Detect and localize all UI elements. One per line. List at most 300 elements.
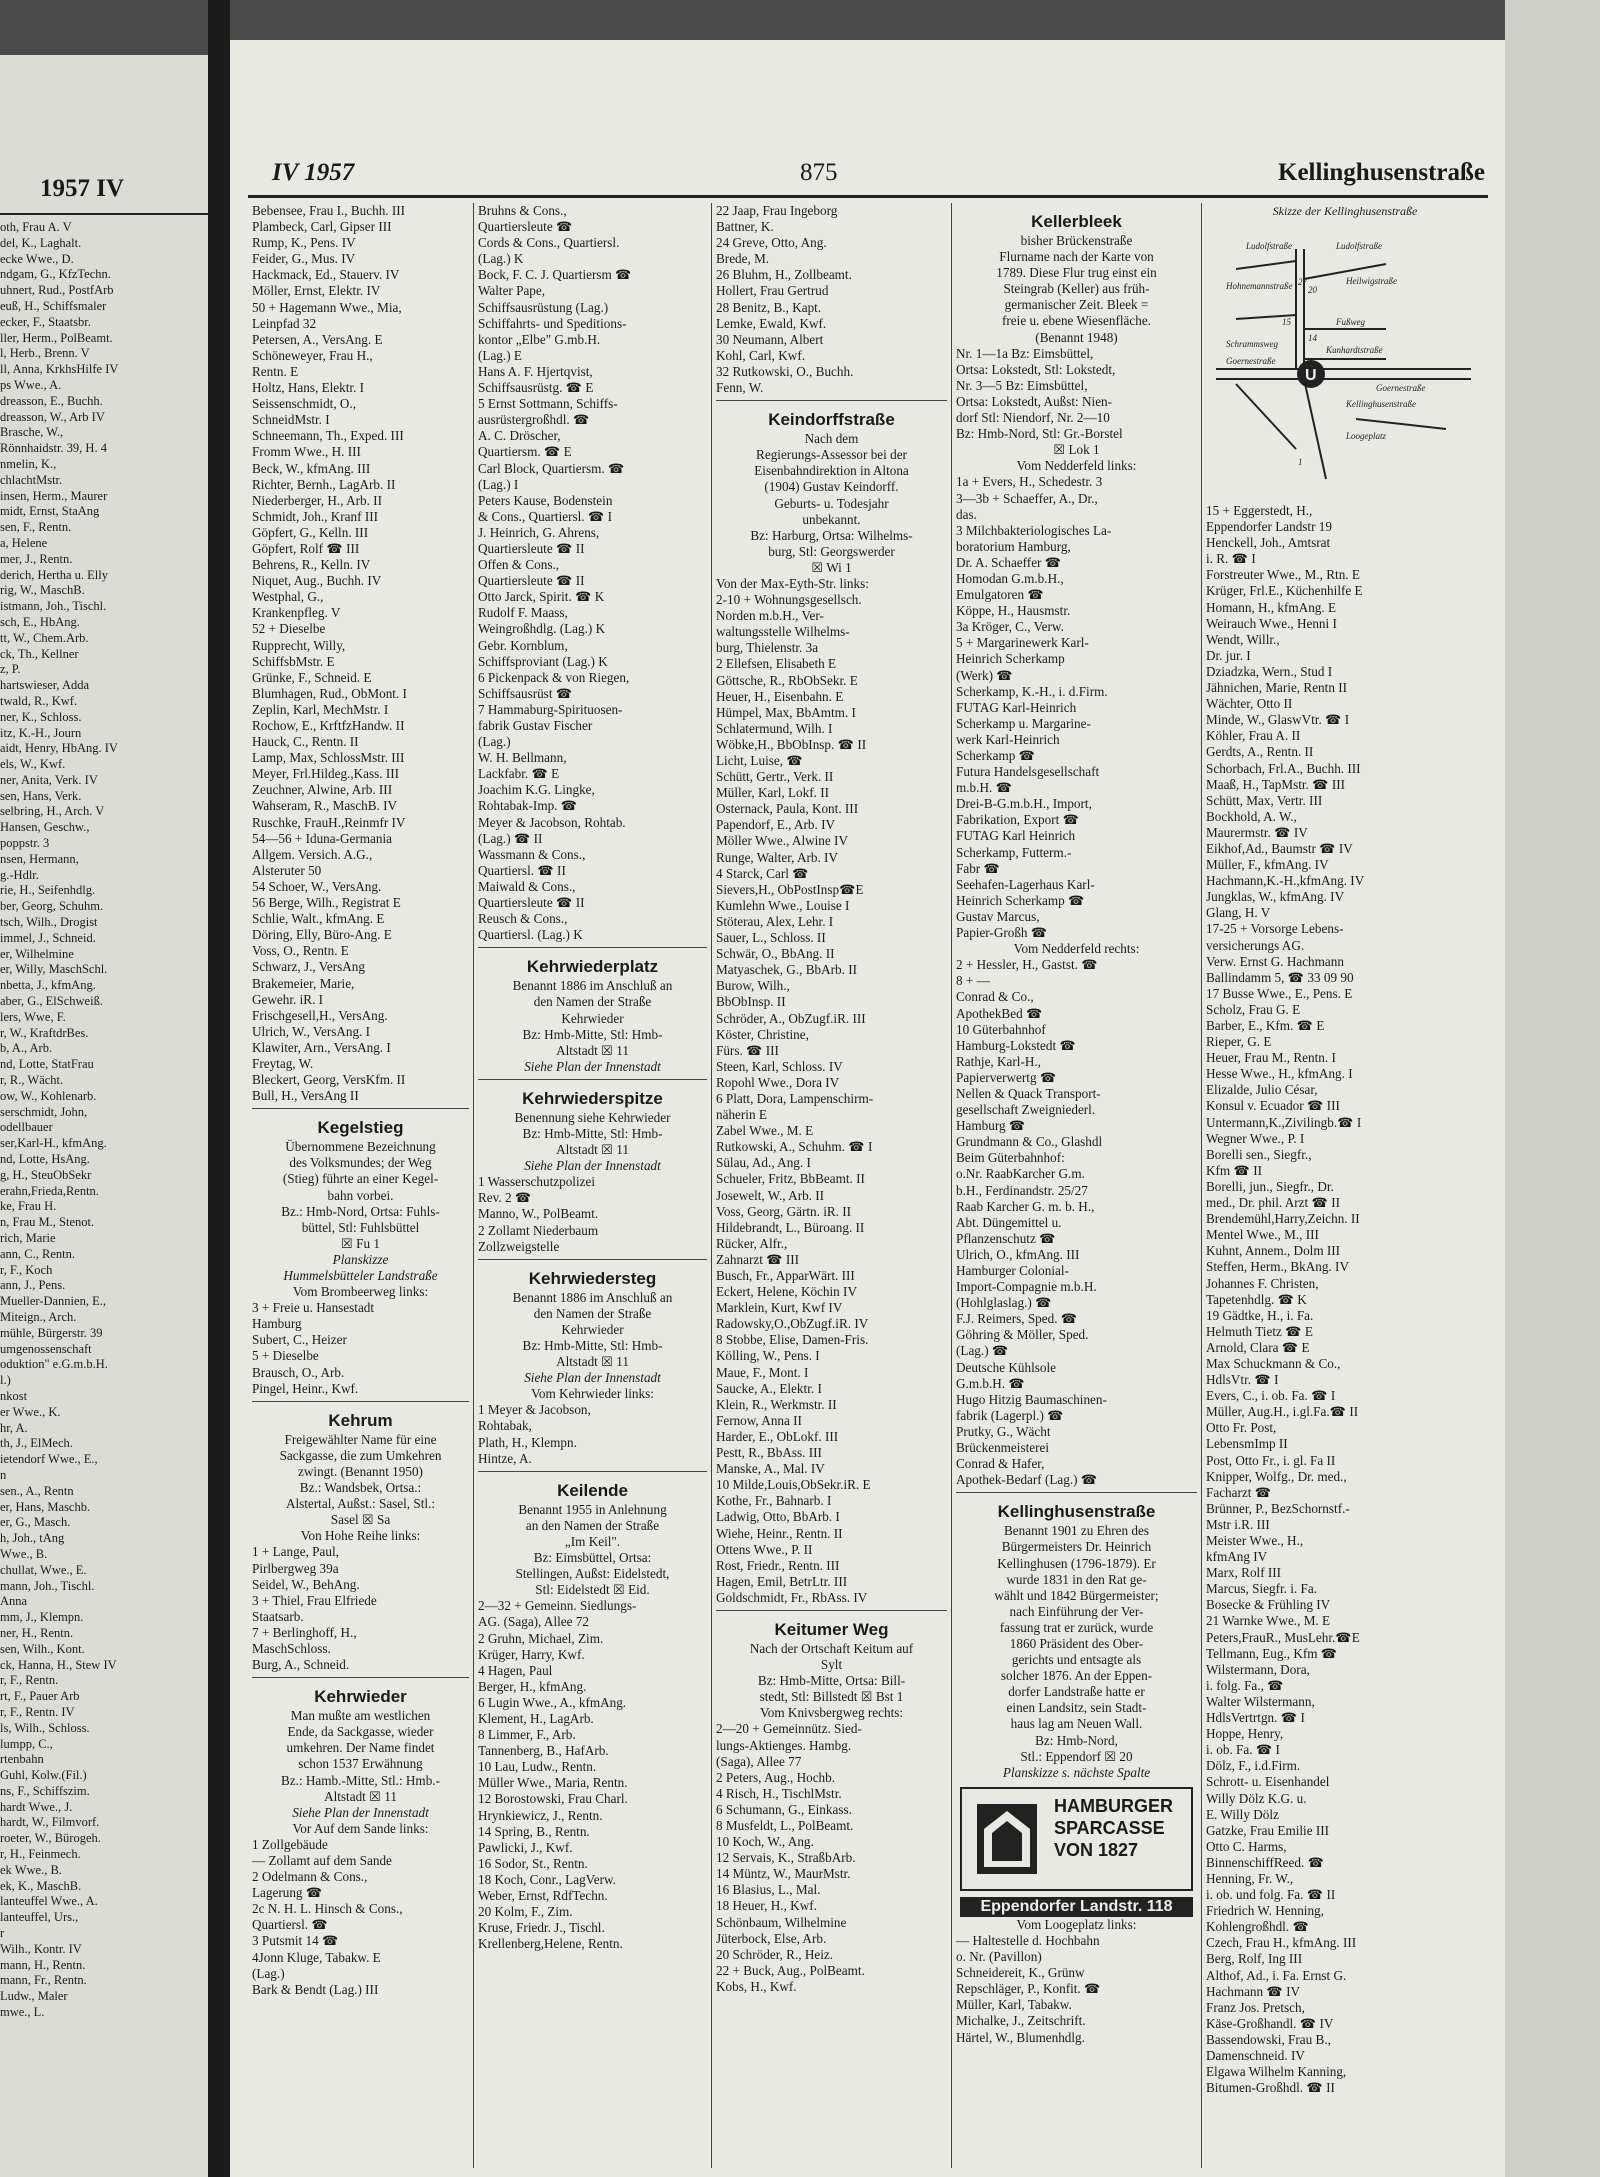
- directory-entry: Johannes F. Christen,: [1206, 1275, 1319, 1291]
- directory-entry: Grundmann & Co., Glashdl: [956, 1134, 1103, 1150]
- directory-entry: 20 Kolm, F., Zim.: [478, 1904, 573, 1920]
- directory-entry: Gebr. Kornblum,: [478, 637, 568, 653]
- sketch-caption: Skizze der Kellinghusenstraße: [1272, 204, 1418, 218]
- street-description: Bz.: Hmb-Nord, Ortsa: Fuhls-: [281, 1203, 440, 1219]
- previous-page-line: Wwe., B.: [0, 1546, 48, 1561]
- directory-entry: Schmidt, Joh., Kranf III: [252, 508, 378, 524]
- directory-entry: Pirlbergweg 39a: [252, 1560, 339, 1576]
- directory-entry: Bark & Bendt (Lag.) III: [252, 1981, 379, 1997]
- directory-entry: Wächter, Otto II: [1206, 696, 1293, 712]
- previous-page-line: lumpp, C.,: [0, 1736, 53, 1751]
- directory-entry: 10 Milde,Louis,ObSekr.iR. E: [716, 1477, 871, 1493]
- directory-entry: Seidel, W., BehAng.: [252, 1576, 360, 1592]
- street-sketch: [1206, 203, 1484, 503]
- directory-entry: Schorbach, Frl.A., Buchh. III: [1206, 760, 1361, 776]
- previous-page-line: er, Willy, MaschSchl.: [0, 962, 108, 977]
- previous-page-line: oth, Frau A. V: [0, 220, 72, 234]
- directory-entry: MaschSchloss.: [252, 1640, 331, 1656]
- previous-page-line: a, Helene: [0, 535, 48, 550]
- directory-entry: Schneidereit, K., Grünw: [956, 1965, 1085, 1981]
- directory-entry: 50 + Hagemann Wwe., Mia,: [252, 299, 402, 315]
- street-description: Benannt 1886 im Anschluß an: [512, 1289, 673, 1305]
- directory-entry: — Zollamt auf dem Sande: [252, 1853, 392, 1868]
- directory-entry: Carl Block, Quartiersm. ☎: [478, 460, 625, 476]
- directory-entry: Bull, H., VersAng II: [252, 1088, 359, 1104]
- directory-entry: 19 Gädtke, H., i. Fa.: [1206, 1307, 1314, 1323]
- directory-entry: Jähnichen, Marie, Rentn II: [1206, 680, 1347, 696]
- directory-entry: Köster, Christine,: [716, 1026, 809, 1042]
- directory-entry: 3a Kröger, C., Verw.: [956, 619, 1064, 635]
- directory-entry: Kuhnt, Annem., Dolm III: [1206, 1243, 1341, 1259]
- page-edge: [1505, 0, 1600, 2177]
- street-description: solcher 1876. An der Eppen-: [1000, 1668, 1153, 1684]
- directory-entry: kontor „Elbe" G.mb.H.: [478, 331, 601, 347]
- street-description: Man mußte am westlichen: [290, 1708, 431, 1724]
- directory-entry: Schiffahrts- und Speditions-: [478, 315, 627, 331]
- previous-page-line: ecker, F., Staatsbr.: [0, 314, 91, 329]
- directory-entry: Arnold, Clara ☎ E: [1206, 1339, 1310, 1355]
- directory-entry: versicherungs AG.: [1206, 937, 1305, 953]
- directory-entry: fabrik Gustav Fischer: [478, 718, 593, 733]
- directory-entry: Krüger, Frl.E., Küchenhilfe E: [1206, 583, 1363, 599]
- directory-entry: 8 Limmer, F., Arb.: [478, 1727, 576, 1743]
- directory-entry: Maaß, H., TapMstr. ☎ III: [1206, 776, 1346, 792]
- directory-entry: Papierverwertg ☎: [956, 1069, 1057, 1085]
- directory-entry: Heuer, Frau M., Rentn. I: [1206, 1050, 1336, 1066]
- street-heading: Kellinghusenstraße: [997, 1502, 1156, 1522]
- directory-entry: 2 Peters, Aug., Hochb.: [716, 1769, 836, 1785]
- directory-entry: Radowsky,O.,ObZugf.iR. IV: [716, 1316, 869, 1332]
- previous-page-line: z, P.: [0, 662, 21, 677]
- directory-entry: Czech, Frau H., kfmAng. III: [1206, 1935, 1357, 1951]
- previous-page-line: lers, Wwe, F.: [0, 1009, 66, 1024]
- street-description: Vom Knivsbergweg rechts:: [759, 1705, 904, 1721]
- street-description: Benennung siehe Kehrwieder: [514, 1109, 671, 1125]
- previous-page-line: r, H., Feinmech.: [0, 1847, 81, 1862]
- sketch-label: Kunhardtstraße: [1326, 345, 1383, 356]
- directory-entry: Freytag, W.: [252, 1055, 314, 1071]
- previous-page-line: ls, Wilh., Schloss.: [0, 1720, 90, 1735]
- directory-entry: Josewelt, W., Arb. II: [716, 1187, 825, 1203]
- directory-entry: Scholz, Frau G. E: [1206, 1001, 1301, 1017]
- sparcasse-logo-icon: [972, 1799, 1042, 1879]
- directory-entry: 8 Musfeldt, L., PolBeamt.: [716, 1818, 854, 1833]
- previous-page-line: nd, Lotte, HsAng.: [0, 1152, 90, 1167]
- directory-entry: Scherkamp u. Margarine-: [956, 715, 1091, 731]
- previous-page-line: tt, W., Chem.Arb.: [0, 630, 89, 645]
- directory-entry: Tannenberg, B., HafArb.: [478, 1743, 609, 1759]
- street-description: den Namen der Straße: [533, 994, 652, 1010]
- street-description: des Volksmundes; der Weg: [289, 1155, 432, 1171]
- previous-page-line: ps Wwe., A.: [0, 377, 62, 392]
- directory-entry: FUTAG Karl-Heinrich: [956, 699, 1077, 715]
- street-description: Vom Loogeplatz links:: [1016, 1916, 1137, 1932]
- directory-entry: 1a + Evers, H., Schedestr. 3: [956, 474, 1103, 490]
- street-heading: Kehrwiedersteg: [528, 1268, 657, 1288]
- previous-page-line: ner, K., Schloss.: [0, 709, 82, 724]
- directory-entry: Quartiersleute ☎: [478, 219, 573, 235]
- section-divider: [716, 400, 947, 401]
- street-description: Altstadt ☒ 11: [324, 1788, 397, 1804]
- directory-entry: Müller, Aug.H., i.gl.Fa.☎ II: [1206, 1404, 1359, 1420]
- section-divider: [956, 1492, 1197, 1493]
- street-description: Alstertal, Außst.: Sasel, Stl.:: [285, 1496, 436, 1512]
- directory-entry: Glang, H. V: [1206, 905, 1271, 921]
- directory-entry: Dölz, F., i.d.Firm.: [1206, 1758, 1301, 1774]
- street-description: „Im Keil".: [564, 1533, 621, 1549]
- directory-entry: Hümpel, Max, BbAmtm. I: [716, 704, 856, 720]
- section-divider: [716, 1610, 947, 1611]
- street-description: Flurname nach der Karte von: [999, 249, 1154, 265]
- directory-entry: HdlsVtr. ☎ I: [1206, 1372, 1279, 1388]
- directory-entry: Futura Handelsgesellschaft: [956, 764, 1100, 780]
- directory-entry: Burow, Wilh.,: [716, 978, 790, 994]
- directory-entry: Weingroßhdlg. (Lag.) K: [478, 621, 606, 637]
- previous-page-line: chullat, Wwe., E.: [0, 1562, 87, 1577]
- street-description: Bz: Harburg, Ortsa: Wilhelms-: [750, 527, 913, 543]
- street-description: schon 1537 Erwähnung: [298, 1756, 423, 1772]
- directory-entry: Gatzke, Frau Emilie III: [1206, 1822, 1330, 1838]
- previous-page-line: odellbauer: [0, 1120, 53, 1135]
- street-heading: Keilende: [557, 1480, 628, 1500]
- directory-entry: Brückenmeisterei: [956, 1440, 1050, 1456]
- directory-entry: Scherkamp, K.-H., i. d.Firm.: [956, 683, 1108, 699]
- previous-page-line: b, A., Arb.: [0, 1041, 53, 1056]
- section-divider: [478, 1259, 707, 1260]
- previous-page-line: sch, E., HbAng.: [0, 614, 80, 629]
- previous-page-line: Miteign., Arch.: [0, 1309, 77, 1324]
- street-description: Nach der Ortschaft Keitum auf: [749, 1640, 914, 1656]
- directory-entry: Ladwig, Otto, BbArb. I: [716, 1509, 840, 1525]
- previous-page-line: ner, H., Rentn.: [0, 1625, 74, 1640]
- directory-entry: Quartiersl. ☎ II: [478, 862, 566, 878]
- directory-entry: Hans A. F. Hjertqvist,: [478, 363, 593, 379]
- section-divider: [252, 1401, 469, 1402]
- previous-page-line: er Wwe., K.: [0, 1404, 61, 1419]
- directory-entry: Fernow, Anna II: [716, 1412, 802, 1428]
- directory-entry: AG. (Saga), Allee 72: [478, 1614, 589, 1630]
- directory-entry: Schueler, Fritz, BbBeamt. II: [716, 1171, 865, 1187]
- directory-entry: 2—32 + Gemeinn. Siedlungs-: [478, 1598, 637, 1614]
- directory-entry: Dziadzka, Wern., Stud I: [1206, 663, 1333, 679]
- directory-entry: Feider, G., Mus. IV: [252, 251, 356, 267]
- directory-entry: Bebensee, Frau I., Buchh. III: [252, 203, 406, 218]
- directory-entry: 5 + Margarinewerk Karl-: [956, 635, 1089, 651]
- street-description: zwingt. (Benannt 1950): [298, 1463, 423, 1479]
- previous-page-line: r, F., Rentn. IV: [0, 1704, 75, 1719]
- directory-entry: (Werk) ☎: [956, 667, 1013, 683]
- previous-page-line: r, F., Rentn.: [0, 1673, 59, 1688]
- street-heading: Kehrwieder: [314, 1687, 407, 1707]
- street-description: Geburts- u. Todesjahr: [774, 495, 889, 511]
- directory-entry: Meyer & Jacobson, Rohtab.: [478, 814, 626, 830]
- directory-entry: 22 + Buck, Aug., PolBeamt.: [716, 1962, 865, 1978]
- street-description: Bz: Hmb-Mitte, Stl: Hmb-: [522, 1125, 663, 1141]
- previous-page-line: n: [0, 1467, 7, 1482]
- directory-entry: Hackmack, Ed., Stauerv. IV: [252, 267, 400, 283]
- street-description: Bz: Hmb-Mitte, Stl: Hmb-: [522, 1026, 663, 1042]
- street-description: Eisenbahndirektion in Altona: [754, 463, 909, 479]
- section-divider: [252, 1677, 469, 1678]
- directory-entry: 17-25 + Vorsorge Lebens-: [1206, 921, 1344, 937]
- directory-entry: Kumlehn Wwe., Louise I: [716, 897, 850, 913]
- directory-entry: Krankenpfleg. V: [252, 605, 341, 621]
- directory-entry: Kruse, Friedr. J., Tischl.: [478, 1920, 605, 1936]
- directory-entry: Köhler, Frau A. II: [1206, 728, 1301, 744]
- directory-entry: Lackfabr. ☎ E: [478, 766, 560, 782]
- directory-entry: Schiffsproviant (Lag.) K: [478, 653, 608, 669]
- sketch-label: Schrammsweg: [1226, 339, 1278, 350]
- directory-entry: Ballindamm 5, ☎ 33 09 90: [1206, 969, 1354, 985]
- previous-page-line: er, G., Masch.: [0, 1515, 71, 1530]
- previous-page-line: del, K., Laghalt.: [0, 235, 82, 250]
- street-heading: Keindorffstraße: [768, 410, 895, 430]
- directory-entry: Rev. 2 ☎: [478, 1190, 532, 1206]
- previous-page-line: ann, C., Rentn.: [0, 1246, 75, 1261]
- directory-entry: Prutky, G., Wächt: [956, 1423, 1051, 1439]
- directory-entry: Willy Dölz K.G. u.: [1206, 1790, 1307, 1806]
- directory-entry: 10 Lau, Ludw., Rentn.: [478, 1759, 597, 1775]
- previous-page-line: r, F., Koch: [0, 1262, 53, 1277]
- directory-entry: 8 + —: [956, 973, 990, 989]
- directory-entry: Walter Wilstermann,: [1206, 1693, 1315, 1709]
- directory-entry: Göpfert, G., Kelln. III: [252, 524, 369, 540]
- directory-entry: 4Jonn Kluge, Tabakw. E: [252, 1949, 381, 1965]
- directory-entry: Schütt, Gertr., Verk. II: [716, 769, 834, 785]
- directory-entry: A. C. Dröscher,: [478, 428, 561, 444]
- directory-entry: Fürs. ☎ III: [716, 1042, 779, 1058]
- directory-entry: Otto Fr. Post,: [1206, 1420, 1277, 1436]
- directory-entry: Pestt, R., BbAss. III: [716, 1445, 822, 1461]
- directory-entry: Stöterau, Alex, Lehr. I: [716, 913, 834, 929]
- directory-entry: näherin E: [716, 1107, 767, 1123]
- directory-entry: Kobs, H., Kwf.: [716, 1978, 797, 1994]
- sketch-label: Hohnemannstraße: [1226, 281, 1293, 292]
- street-description: Kehrwieder: [561, 1321, 624, 1337]
- street-description: einen Landsitz, sein Stadt-: [1006, 1700, 1147, 1716]
- svg-text:U: U: [1305, 367, 1317, 385]
- previous-page-line: g.-Hdlr.: [0, 867, 39, 882]
- previous-page-line: rie, H., Seifenhdlg.: [0, 883, 96, 898]
- street-description: Bz.: Wandsbek, Ortsa.:: [299, 1480, 422, 1496]
- previous-page-line: l.): [0, 1373, 11, 1388]
- directory-entry: Göhring & Möller, Sped.: [956, 1327, 1089, 1343]
- directory-entry: 28 Benitz, B., Kapt.: [716, 299, 822, 315]
- directory-entry: Battner, K.: [716, 219, 774, 235]
- sketch-label: Ludolfstraße: [1246, 241, 1293, 252]
- directory-entry: Walter Pape,: [478, 283, 546, 299]
- directory-entry: Petersen, A., VersAng. E: [252, 331, 383, 347]
- street-description: Vom Brombeerweg links:: [292, 1284, 429, 1300]
- street-description: nach Einführung der Ver-: [1009, 1603, 1144, 1619]
- directory-entry: Wahseram, R., MaschB. IV: [252, 798, 398, 814]
- street-heading: Kehrwiederspitze: [522, 1088, 663, 1108]
- directory-entry: 8 Stobbe, Elise, Damen-Fris.: [716, 1332, 869, 1348]
- previous-page-line: Wilh., Kontr. IV: [0, 1941, 82, 1956]
- street-description: Übernommene Bezeichnung: [285, 1139, 436, 1155]
- directory-entry: Minde, W., GlaswVtr. ☎ I: [1206, 712, 1350, 728]
- directory-entry: Peters,FrauR., MusLehr.☎E: [1206, 1629, 1360, 1645]
- directory-entry: 1 Meyer & Jacobson,: [478, 1402, 591, 1418]
- column-1: [248, 203, 473, 2168]
- directory-entry: Peters Kause, Bodenstein: [478, 492, 613, 508]
- previous-page-line: ner, Anita, Verk. IV: [0, 772, 98, 787]
- ad-address: Eppendorfer Landstr. 118: [960, 1897, 1193, 1917]
- street-description: unbekannt.: [802, 511, 861, 527]
- previous-page-line: g, H., SteuObSekr: [0, 1167, 92, 1182]
- directory-entry: Conrad & Hafer,: [956, 1456, 1045, 1472]
- directory-entry: Hamburger Colonial-: [956, 1263, 1069, 1278]
- previous-page-header: 1957 IV: [40, 175, 125, 202]
- directory-entry: Heinrich Scherkamp ☎: [956, 892, 1085, 908]
- directory-entry: Abt. Düngemittel u.: [956, 1214, 1062, 1230]
- directory-entry: Barber, E., Kfm. ☎ E: [1206, 1018, 1325, 1033]
- directory-entry: 2c N. H. L. Hinsch & Cons.,: [252, 1901, 403, 1917]
- previous-page-line: ll, Anna, KrkhsHilfe IV: [0, 362, 119, 377]
- previous-page-line: mer, J., Rentn.: [0, 551, 73, 566]
- directory-entry: 1 Wasserschutzpolizei: [478, 1174, 595, 1190]
- directory-entry: 26 Bluhm, H., Zollbeamt.: [716, 267, 852, 283]
- directory-entry: 10 Güterbahnhof: [956, 1021, 1046, 1037]
- previous-page-line: umgenossenschaft: [0, 1341, 92, 1356]
- directory-entry: 52 + Dieselbe: [252, 621, 326, 637]
- directory-entry: Knipper, Wolfg., Dr. med.,: [1206, 1468, 1347, 1484]
- directory-entry: (Lag.): [252, 1965, 285, 1981]
- directory-entry: 1 + Lange, Paul,: [252, 1544, 339, 1560]
- directory-entry: Schönbaum, Wilhelmine: [716, 1914, 847, 1930]
- plan-note: Planskizze: [332, 1251, 389, 1267]
- previous-page-line: aber, G., ElSchweiß.: [0, 994, 103, 1009]
- previous-page-line: Guhl, Kolw.(Fil.): [0, 1768, 87, 1783]
- directory-entry: Klement, H., LagArb.: [478, 1710, 594, 1726]
- previous-page-text: [0, 220, 208, 2021]
- street-description: haus lag am Neuen Wall.: [1010, 1716, 1143, 1732]
- previous-page-line: rtenbahn: [0, 1752, 44, 1767]
- directory-entry: Mentel Wwe., M., III: [1206, 1227, 1319, 1243]
- directory-entry: Eckert, Helene, Köchin IV: [716, 1284, 857, 1300]
- previous-page-line: ann, J., Pens.: [0, 1278, 66, 1293]
- directory-entry: i. folg. Fa., ☎: [1206, 1677, 1284, 1693]
- directory-entry: Quartiersl. ☎: [252, 1917, 328, 1933]
- directory-entry: Dr. A. Schaeffer ☎: [956, 554, 1062, 570]
- directory-entry: Bock, F. C. J. Quartiersm ☎: [478, 267, 632, 283]
- previous-page-fragment: [0, 55, 208, 2177]
- directory-entry: Michalke, J., Zeitschrift.: [956, 2013, 1086, 2029]
- page-number: 875: [800, 159, 838, 186]
- street-heading: Kehrum: [328, 1410, 393, 1430]
- sketch-label: Fußweg: [1336, 317, 1365, 328]
- previous-page-line: sen, F., Rentn.: [0, 520, 72, 535]
- directory-entry: Schiffsausrüst ☎: [478, 685, 573, 701]
- directory-entry: Wassmann & Cons.,: [478, 846, 586, 862]
- directory-entry: Scherkamp, Futterm.-: [956, 844, 1072, 860]
- directory-entry: Ottens Wwe., P. II: [716, 1541, 813, 1557]
- directory-entry: Holtz, Hans, Elektr. I: [252, 380, 365, 396]
- directory-entry: Eikhof,Ad., Baumstr ☎ IV: [1206, 840, 1353, 856]
- directory-entry: Henckell, Joh., Amtsrat: [1206, 535, 1331, 551]
- street-description: umkehren. Der Name findet: [286, 1740, 435, 1756]
- directory-entry: Sülau, Ad., Ang. I: [716, 1155, 811, 1171]
- ad-line-1: HAMBURGER: [1054, 1795, 1173, 1816]
- directory-entry: Quartiersleute ☎ II: [478, 540, 585, 556]
- previous-page-line: ietendorf Wwe., E.,: [0, 1452, 98, 1467]
- directory-entry: Brausch, O., Arb.: [252, 1364, 345, 1380]
- directory-entry: Tellmann, Eug., Kfm ☎: [1206, 1645, 1338, 1661]
- directory-entry: Ropohl Wwe., Dora IV: [716, 1074, 840, 1090]
- street-description: Bz: Hmb-Mitte, Stl: Hmb-: [522, 1338, 663, 1353]
- street-description: germanischer Zeit. Bleek =: [1004, 297, 1149, 313]
- directory-entry: o.Nr. RaabKarcher G.m.: [956, 1166, 1085, 1182]
- directory-entry: Rathje, Karl-H.,: [956, 1053, 1041, 1069]
- directory-entry: Möller, Ernst, Elektr. IV: [252, 283, 381, 299]
- previous-page-line: r, R., Wächt.: [0, 1073, 64, 1088]
- street-heading: Keitumer Weg: [774, 1619, 889, 1639]
- directory-entry: Lagerung ☎: [252, 1885, 323, 1901]
- street-description: bisher Brückenstraße: [1020, 233, 1133, 248]
- directory-entry: Meyer, Frl.Hildeg.,Kass. III: [252, 766, 400, 782]
- directory-entry: 2 Ellefsen, Elisabeth E: [716, 656, 837, 672]
- directory-entry: Schiffsausrüstg. ☎ E: [478, 380, 594, 396]
- directory-entry: Pawlicki, J., Kwf.: [478, 1839, 573, 1855]
- directory-entry: Müller, Karl, Lokf. II: [716, 785, 829, 801]
- street-description: Steingrab (Keller) aus früh-: [1003, 281, 1150, 297]
- previous-page-line: poppstr. 3: [0, 836, 50, 851]
- directory-entry: Hamburg ☎: [956, 1118, 1026, 1134]
- section-divider: [478, 1079, 707, 1080]
- previous-page-line: ek, K., MaschB.: [0, 1878, 82, 1893]
- directory-entry: Quartiersleute ☎ II: [478, 573, 585, 589]
- directory-entry: 30 Neumann, Albert: [716, 331, 824, 347]
- directory-entry: Rohtabak,: [478, 1418, 532, 1434]
- directory-entry: FUTAG Karl Heinrich: [956, 828, 1076, 844]
- sketch-label: 14: [1308, 333, 1317, 344]
- street-description: Altstadt ☒ 11: [556, 1354, 629, 1370]
- directory-entry: Zahnarzt ☎ III: [716, 1251, 800, 1267]
- directory-entry: Hintze, A.: [478, 1450, 532, 1466]
- previous-page-line: els, W., Kwf.: [0, 757, 66, 772]
- directory-entry: Bassendowski, Frau B.,: [1206, 2031, 1331, 2047]
- directory-entry: Döring, Elly, Büro-Ang. E: [252, 927, 392, 943]
- directory-entry: Bruhns & Cons.,: [478, 203, 567, 218]
- sketch-label: 1: [1298, 457, 1303, 468]
- directory-entry: Elgawa Wilhelm Kanning,: [1206, 2064, 1347, 2080]
- sketch-label: Ludolfstraße: [1336, 241, 1383, 252]
- street-description: gerichts und entsagte als: [1011, 1652, 1142, 1668]
- directory-entry: Voss, O., Rentn. E: [252, 943, 349, 959]
- directory-entry: Alsteruter 50: [252, 862, 322, 878]
- directory-entry: Hamburg: [252, 1316, 302, 1332]
- previous-page-line: ck, Hanna, H., Stew IV: [0, 1657, 117, 1672]
- previous-page-line: mwe., L.: [0, 2005, 45, 2020]
- previous-page-line: derich, Hertha u. Elly: [0, 567, 108, 582]
- street-description: büttel, Stl: Fuhlsbüttel: [301, 1219, 420, 1235]
- directory-entry: Seissenschmidt, O.,: [252, 396, 357, 412]
- previous-page-line: midt, Ernst, StaAng: [0, 504, 100, 519]
- directory-entry: Schneemann, Th., Exped. III: [252, 428, 404, 444]
- directory-entry: burg, Thielenstr. 3a: [716, 640, 819, 656]
- directory-entry: Borelli, jun., Siegfr., Dr.: [1206, 1178, 1334, 1194]
- directory-entry: Bleckert, Georg, VersKfm. II: [252, 1072, 406, 1088]
- street-description: ☒ Wi 1: [811, 559, 852, 575]
- previous-page-line: ecke Wwe., D.: [0, 251, 74, 266]
- directory-entry: Max Schuckmann & Co.,: [1206, 1355, 1341, 1371]
- directory-entry: Homodan G.m.b.H.,: [956, 570, 1064, 586]
- previous-page-line: hr, A.: [0, 1420, 28, 1435]
- previous-page-line: insen, Herm., Maurer: [0, 488, 108, 503]
- directory-entry: Staatsarb.: [252, 1608, 304, 1624]
- previous-page-line: sen., A., Rentn: [0, 1483, 74, 1498]
- street-heading: Kellerbleek: [1031, 212, 1122, 231]
